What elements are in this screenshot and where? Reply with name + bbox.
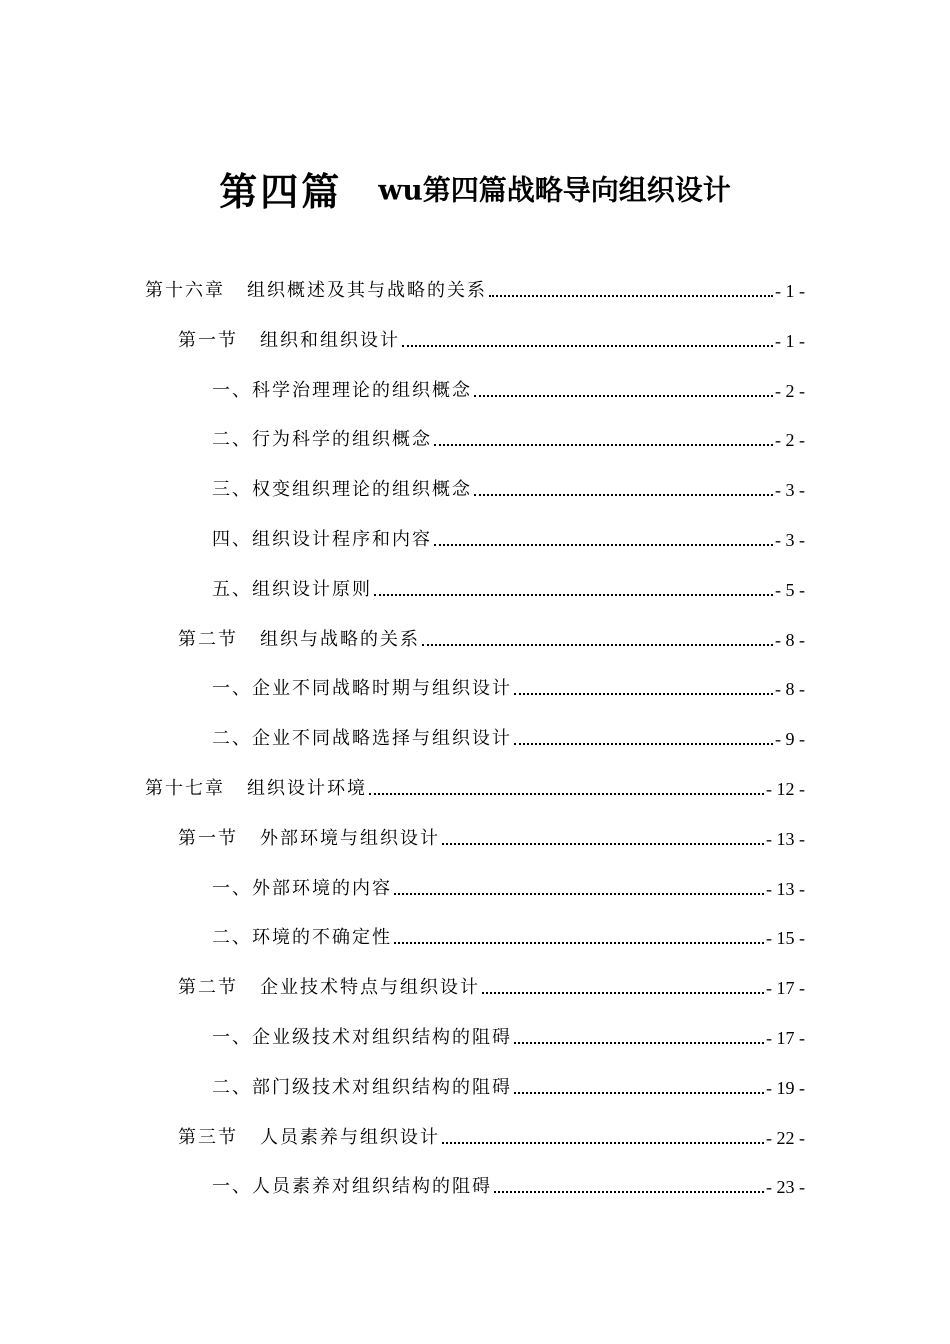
- toc-entry-label: 第十六章: [145, 280, 225, 301]
- toc-entry[interactable]: [145, 262, 805, 302]
- toc-leader-dots: [402, 345, 773, 347]
- toc-leader-dots: [514, 1092, 764, 1094]
- toc-entry-page-number: - 15 -: [766, 928, 805, 949]
- toc-entry[interactable]: [212, 461, 805, 501]
- toc-leader-dots: [482, 992, 764, 994]
- toc-entry-title: 四、组织设计程序和内容: [212, 529, 432, 550]
- toc-entry-page-number: - 2 -: [775, 430, 805, 451]
- toc-leader-dots: [374, 594, 773, 596]
- toc-entry[interactable]: [178, 810, 805, 850]
- toc-entry[interactable]: [178, 1109, 805, 1149]
- toc-entry-page-number: - 2 -: [775, 380, 805, 401]
- toc-entry-page-number: - 19 -: [766, 1077, 805, 1098]
- toc-entry-title: 外部环境与组织设计: [260, 827, 440, 849]
- toc-entry-label: 第三节: [178, 1126, 238, 1148]
- toc-entry-label: 第二节: [178, 977, 238, 999]
- toc-entry[interactable]: [212, 710, 805, 750]
- toc-entry-title: 一、科学治理理论的组织概念: [212, 379, 472, 401]
- toc-entry[interactable]: [212, 362, 805, 402]
- toc-entry-title: 组织和组织设计: [260, 329, 400, 351]
- toc-leader-dots: [422, 644, 773, 646]
- toc-entry-title: 三、权变组织理论的组织概念: [212, 479, 472, 501]
- toc-entry-title: 二、行为科学的组织概念: [212, 429, 432, 451]
- toc-entry-page-number: - 5 -: [775, 579, 805, 600]
- toc-entry-page-number: - 8 -: [775, 679, 805, 700]
- toc-entry[interactable]: [212, 1059, 805, 1099]
- toc-entry-title: 一、企业级技术对组织结构的阻碍: [212, 1027, 512, 1048]
- toc-leader-dots: [442, 1142, 764, 1144]
- toc-leader-dots: [514, 1042, 764, 1044]
- toc-entry-title: 组织与战略的关系: [260, 628, 420, 650]
- toc-entry-title: 二、企业不同战略选择与组织设计: [212, 728, 512, 750]
- toc-leader-dots: [434, 444, 773, 446]
- toc-leader-dots: [442, 843, 764, 845]
- title-prefix: 第四篇: [219, 169, 343, 215]
- toc-entry[interactable]: [145, 760, 805, 800]
- toc-leader-dots: [474, 395, 773, 397]
- toc-entry[interactable]: [212, 860, 805, 900]
- toc-entry-page-number: - 1 -: [775, 330, 805, 351]
- toc-entry-page-number: - 17 -: [766, 1028, 805, 1048]
- toc-leader-dots: [474, 494, 773, 496]
- toc-entry-page-number: - 22 -: [766, 1127, 805, 1148]
- toc-entry-page-number: - 23 -: [766, 1177, 805, 1198]
- toc-entry-label: 第一节: [178, 827, 238, 849]
- toc-entry-title: 企业技术特点与组织设计: [260, 977, 480, 999]
- toc-leader-dots: [494, 1191, 764, 1193]
- toc-entry-title: 人员素养与组织设计: [260, 1126, 440, 1148]
- toc-leader-dots: [489, 295, 773, 297]
- title-main: wu第四篇战略导向组织设计: [378, 173, 731, 207]
- toc-entry-title: 五、组织设计原则: [212, 578, 372, 600]
- toc-entry[interactable]: [212, 561, 805, 601]
- toc-leader-dots: [369, 793, 764, 795]
- toc-entry-page-number: - 8 -: [775, 629, 805, 650]
- toc-entry[interactable]: [212, 909, 805, 949]
- toc-entry-title: 一、外部环境的内容: [212, 877, 392, 899]
- toc-entry-label: 第十七章: [145, 778, 225, 799]
- toc-entry-page-number: - 17 -: [766, 978, 805, 999]
- toc-leader-dots: [514, 743, 773, 745]
- toc-entry[interactable]: [212, 411, 805, 451]
- toc-entry-page-number: - 13 -: [766, 878, 805, 899]
- toc-entry-page-number: - 3 -: [775, 530, 805, 550]
- toc-entry-title: 一、人员素养对组织结构的阻碍: [212, 1176, 492, 1198]
- toc-entry-page-number: - 13 -: [766, 828, 805, 849]
- toc-entry-title: 二、部门级技术对组织结构的阻碍: [212, 1076, 512, 1098]
- toc-entry[interactable]: [212, 660, 805, 700]
- toc-entry-page-number: - 3 -: [775, 480, 805, 501]
- toc-leader-dots: [434, 544, 773, 546]
- toc-entry[interactable]: [178, 312, 805, 352]
- toc-entry[interactable]: [212, 1158, 805, 1198]
- toc-entry[interactable]: [212, 1009, 805, 1049]
- toc-entry-title: 一、企业不同战略时期与组织设计: [212, 678, 512, 700]
- toc-entry-title: 二、环境的不确定性: [212, 927, 392, 949]
- toc-entry-title: 组织设计环境: [247, 778, 367, 799]
- page-title: [0, 161, 950, 216]
- toc-entry-label: 第二节: [178, 628, 238, 650]
- toc-leader-dots: [394, 942, 764, 944]
- toc-leader-dots: [514, 693, 773, 695]
- toc-entry-page-number: - 1 -: [775, 281, 805, 301]
- toc-entry-title: 组织概述及其与战略的关系: [247, 280, 487, 301]
- toc-entry-page-number: - 12 -: [766, 779, 805, 799]
- toc-entry-page-number: - 9 -: [775, 729, 805, 750]
- toc-leader-dots: [394, 893, 764, 895]
- toc-entry[interactable]: [178, 959, 805, 999]
- toc-entry[interactable]: [178, 611, 805, 651]
- toc-entry-label: 第一节: [178, 329, 238, 351]
- toc-entry[interactable]: [212, 511, 805, 551]
